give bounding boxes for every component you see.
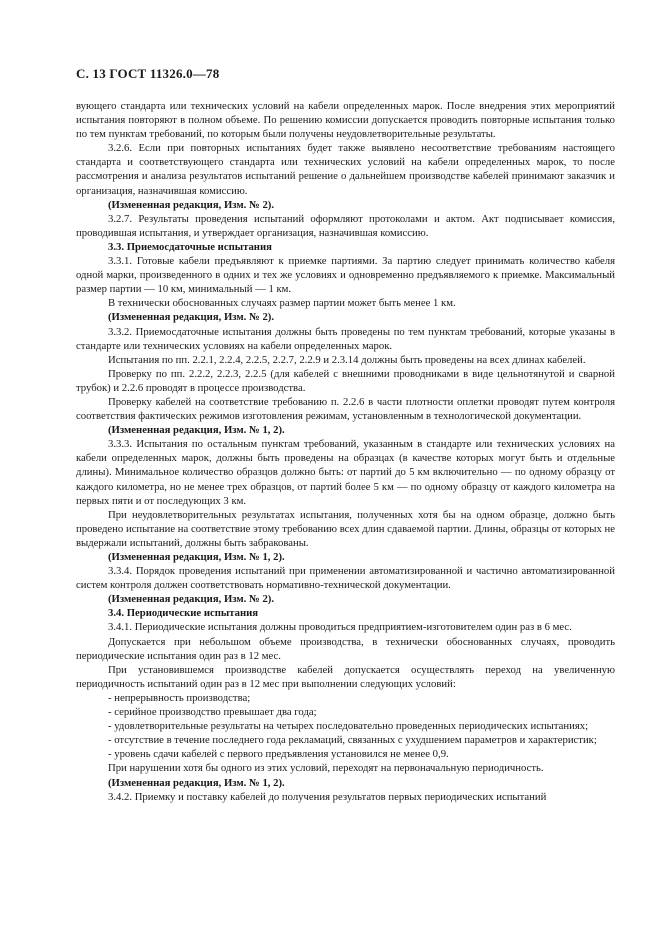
paragraph: 3.3.4. Порядок проведения испытаний при применении автоматизированной и частично автоматизированной систем контроля должен соответствовать нормативно-технической документации. (76, 565, 615, 592)
paragraph: 3.3.1. Готовые кабели предъявляют к приемке партиями. За партию следует принимать количество кабеля одной марки, произведенного в одних и тех же условиях и одновременно предъявляемого к приемке. Максимальный размер партии — 10 км, минимальный — 1 км. (76, 255, 615, 296)
paragraph: вующего стандарта или технических условий на кабели определенных марок. После внедрения этих мероприятий испытания повторяют в полном объеме. По решению комиссии допускается проводить повторные испытания только по тем пунктам требований, по которым были получены неудовлетворительные результаты. (76, 100, 615, 141)
bold-paragraph: 3.4. Периодические испытания (108, 607, 259, 620)
paragraph: 3.4.2. Приемку и поставку кабелей до получения результатов первых периодических испытаний (108, 790, 547, 803)
bold-paragraph: (Измененная редакция, Изм. № 2). (108, 198, 275, 211)
paragraph: В технически обоснованных случаях размер партии может быть менее 1 км. (108, 297, 456, 310)
bold-paragraph: (Измененная редакция, Изм. № 2). (108, 593, 275, 606)
paragraph: 3.2.6. Если при повторных испытаниях будет также выявлено несоответствие требованиям настоящего стандарта и соответствующего стандарта или технических условий на кабели определенных марок, то после рассмотрения и анализа результатов испытаний решение о дальнейшем производстве кабелей принимают заказчик и организация, назначившая комиссию. (76, 142, 615, 197)
paragraph: При неудовлетворительных результатах испытания, полученных хотя бы на одном образце, должно быть проведено испытание на соответствие этому требованию всех длин сдаваемой партии. Длины, образцы от которых не выдержали испытаний, должны быть забракованы. (76, 508, 615, 549)
paragraph: Испытания по пп. 2.2.1, 2.2.4, 2.2.5, 2.2.7, 2.2.9 и 2.3.14 должны быть проведены на всех длинах кабелей. (108, 353, 586, 366)
list-item: - серийное производство превышает два года; (108, 706, 317, 719)
bold-paragraph: (Измененная редакция, Изм. № 2). (108, 311, 275, 324)
paragraph: 3.4.1. Периодические испытания должны проводиться предприятием-изготовителем один раз в 6 мес. (108, 621, 572, 634)
page-header: С. 13 ГОСТ 11326.0—78 (76, 66, 220, 81)
document-body (76, 99, 615, 804)
bold-paragraph: 3.3. Приемосдаточные испытания (108, 240, 272, 253)
paragraph: При нарушении хотя бы одного из этих условий, переходят на первоначальную периодичность. (108, 762, 544, 775)
list-item: - отсутствие в течение последнего года рекламаций, связанных с ухудшением параметров и характеристик; (108, 734, 597, 747)
paragraph: Допускается при небольшом объеме производства, в технически обоснованных случаях, проводить периодические испытания один раз в 12 мес. (76, 635, 615, 662)
bold-paragraph: (Измененная редакция, Изм. № 1, 2). (108, 424, 285, 437)
paragraph: 3.3.3. Испытания по остальным пунктам требований, указанным в стандарте или технических условиях на кабели определенных марок, должны быть проведены на образцах (в качестве которых могут быть и отдельные длины). Минимальное количество образцов должно быть: от партий до 5 км включительно — по одному образцу от каждого километра, но не менее трех образцов, от партий более 5 км — по одному образцу от каждого километра на первых пяти и от последующих 3 км. (76, 438, 615, 507)
bold-paragraph: (Измененная редакция, Изм. № 1, 2). (108, 776, 285, 789)
bold-paragraph: (Измененная редакция, Изм. № 1, 2). (108, 551, 285, 563)
list-item: - непрерывность производства; (108, 691, 251, 704)
paragraph: 3.2.7. Результаты проведения испытаний оформляют протоколами и актом. Акт подписывает комиссия, проводившая испытания, и утверждает организация, назначившая комиссию. (76, 212, 615, 239)
paragraph: Проверку кабелей на соответствие требованию п. 2.2.6 в части плотности оплетки проводят путем контроля соответствия фактических режимов изготовления режимам, установленным в технологической документации. (76, 395, 615, 423)
list-item: - уровень сдачи кабелей с первого предъявления установился не менее 0,9. (108, 748, 449, 761)
paragraph: Проверку по пп. 2.2.2, 2.2.3, 2.2.5 (для кабелей с внешними проводниками в виде цельнотянутой и сварной трубок) и 2.2.6 проводят в процессе производства. (76, 367, 615, 394)
paragraph: При установившемся производстве кабелей допускается осуществлять переход на увеличенную периодичность испытаний один раз в 12 мес при выполнении следующих условий: (76, 663, 615, 690)
list-item: - удовлетворительные результаты на четырех последовательно проведенных периодических испытаниях; (108, 720, 589, 733)
paragraph: 3.3.2. Приемосдаточные испытания должны быть проведены по тем пунктам требований, которые указаны в стандарте или технических условиях на кабели определенных марок. (76, 325, 615, 352)
